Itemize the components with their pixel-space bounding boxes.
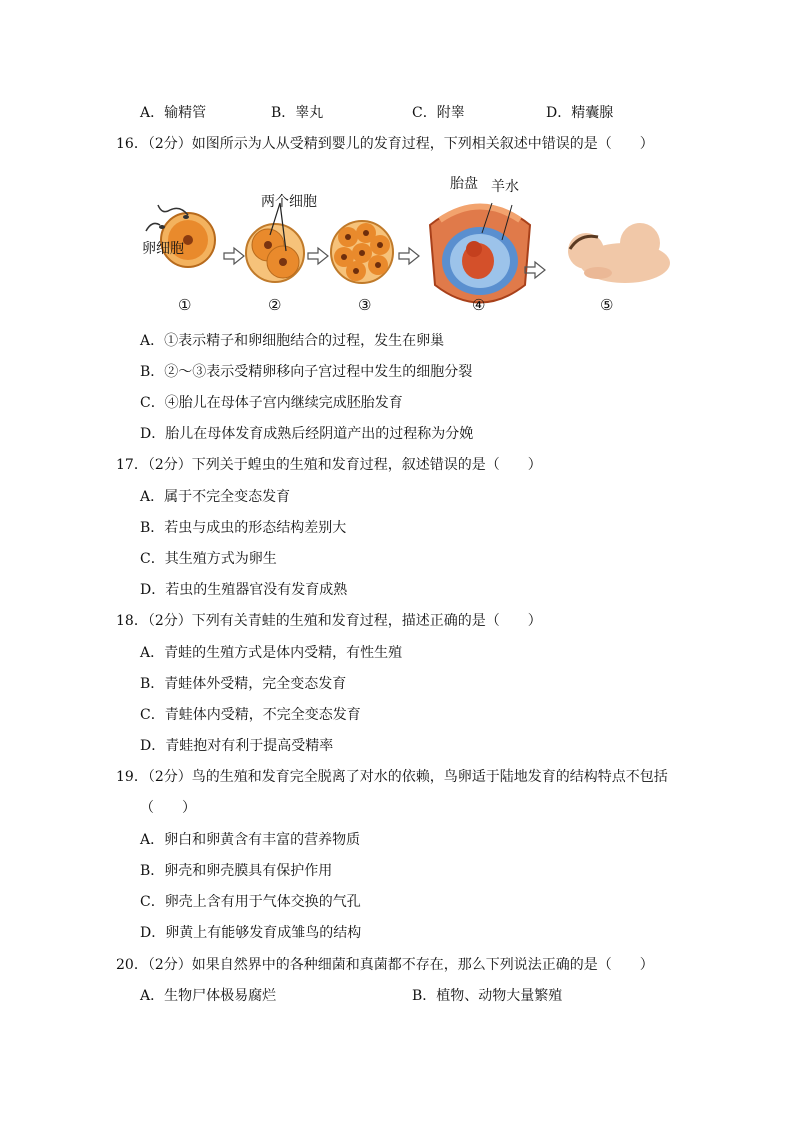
q17-option-c: C．其生殖方式为卵生 — [140, 551, 277, 567]
q15-option-d: D．精囊腺 — [546, 105, 614, 121]
q20-option-b: B．植物、动物大量繁殖 — [412, 988, 563, 1004]
q15-option-b: B．睾丸 — [271, 105, 324, 121]
development-diagram — [140, 165, 680, 320]
label-egg-cell: 卵细胞 — [142, 241, 184, 257]
label-placenta: 胎盘 — [450, 176, 478, 192]
q16-option-d: D．胎儿在母体发育成熟后经阴道产出的过程称为分娩 — [140, 426, 474, 442]
label-two-cells: 两个细胞 — [261, 194, 317, 210]
q17-option-b: B．若虫与成虫的形态结构差别大 — [140, 520, 347, 536]
arrow-icon — [308, 248, 328, 264]
q19-option-d: D．卵黄上有能够发育成雏鸟的结构 — [140, 925, 362, 941]
q16-figure — [140, 165, 680, 320]
q19-option-b: B．卵壳和卵壳膜具有保护作用 — [140, 863, 333, 879]
q17-option-d: D．若虫的生殖器官没有发育成熟 — [140, 582, 348, 598]
stage-number-3: ③ — [358, 296, 372, 314]
q16-option-b: B．②～③表示受精卵移向子宫过程中发生的细胞分裂 — [140, 364, 473, 380]
q20-stem: 20．（2分）如果自然界中的各种细菌和真菌都不存在，那么下列说法正确的是（ ） — [116, 957, 654, 973]
q17-option-a: A．属于不完全变态发育 — [140, 489, 291, 505]
q19-stem: 19．（2分）鸟的生殖和发育完全脱离了对水的依赖，鸟卵适于陆地发育的结构特点不包括 — [116, 769, 668, 785]
stage-2-two-cells — [246, 203, 304, 282]
q18-option-c: C．青蛙体内受精，不完全变态发育 — [140, 707, 361, 723]
q15-option-c: C．附睾 — [412, 105, 465, 121]
q18-option-a: A．青蛙的生殖方式是体内受精，有性生殖 — [140, 645, 403, 661]
q18-option-b: B．青蛙体外受精，完全变态发育 — [140, 676, 347, 692]
q16-option-c: C．④胎儿在母体子宫内继续完成胚胎发育 — [140, 395, 403, 411]
stage-5-baby — [568, 223, 670, 283]
q18-option-d: D．青蛙抱对有利于提高受精率 — [140, 738, 334, 754]
stage-number-2: ② — [268, 296, 282, 314]
stage-number-1: ① — [178, 296, 192, 314]
label-amniotic-fluid: 羊水 — [491, 179, 519, 195]
stage-number-5: ⑤ — [600, 296, 614, 314]
q19-stem-continuation: （ ） — [140, 800, 196, 816]
q19-option-a: A．卵白和卵黄含有丰富的营养物质 — [140, 832, 361, 848]
q16-option-a: A．①表示精子和卵细胞结合的过程，发生在卵巢 — [140, 333, 445, 349]
arrow-icon — [525, 262, 545, 278]
q20-option-a: A．生物尸体极易腐烂 — [140, 988, 277, 1004]
stage-4-fetus-in-uterus — [430, 203, 530, 303]
stage-3-cell-cluster — [331, 221, 393, 283]
arrow-icon — [224, 248, 244, 264]
q15-option-a: A．输精管 — [140, 105, 207, 121]
q18-stem: 18．（2分）下列有关青蛙的生殖和发育过程，描述正确的是（ ） — [116, 613, 542, 629]
q16-stem: 16．（2分）如图所示为人从受精到婴儿的发育过程，下列相关叙述中错误的是（ ） — [116, 136, 654, 152]
arrow-icon — [399, 248, 419, 264]
stage-number-4: ④ — [472, 296, 486, 314]
q19-option-c: C．卵壳上含有用于气体交换的气孔 — [140, 894, 361, 910]
q17-stem: 17．（2分）下列关于蝗虫的生殖和发育过程，叙述错误的是（ ） — [116, 457, 542, 473]
